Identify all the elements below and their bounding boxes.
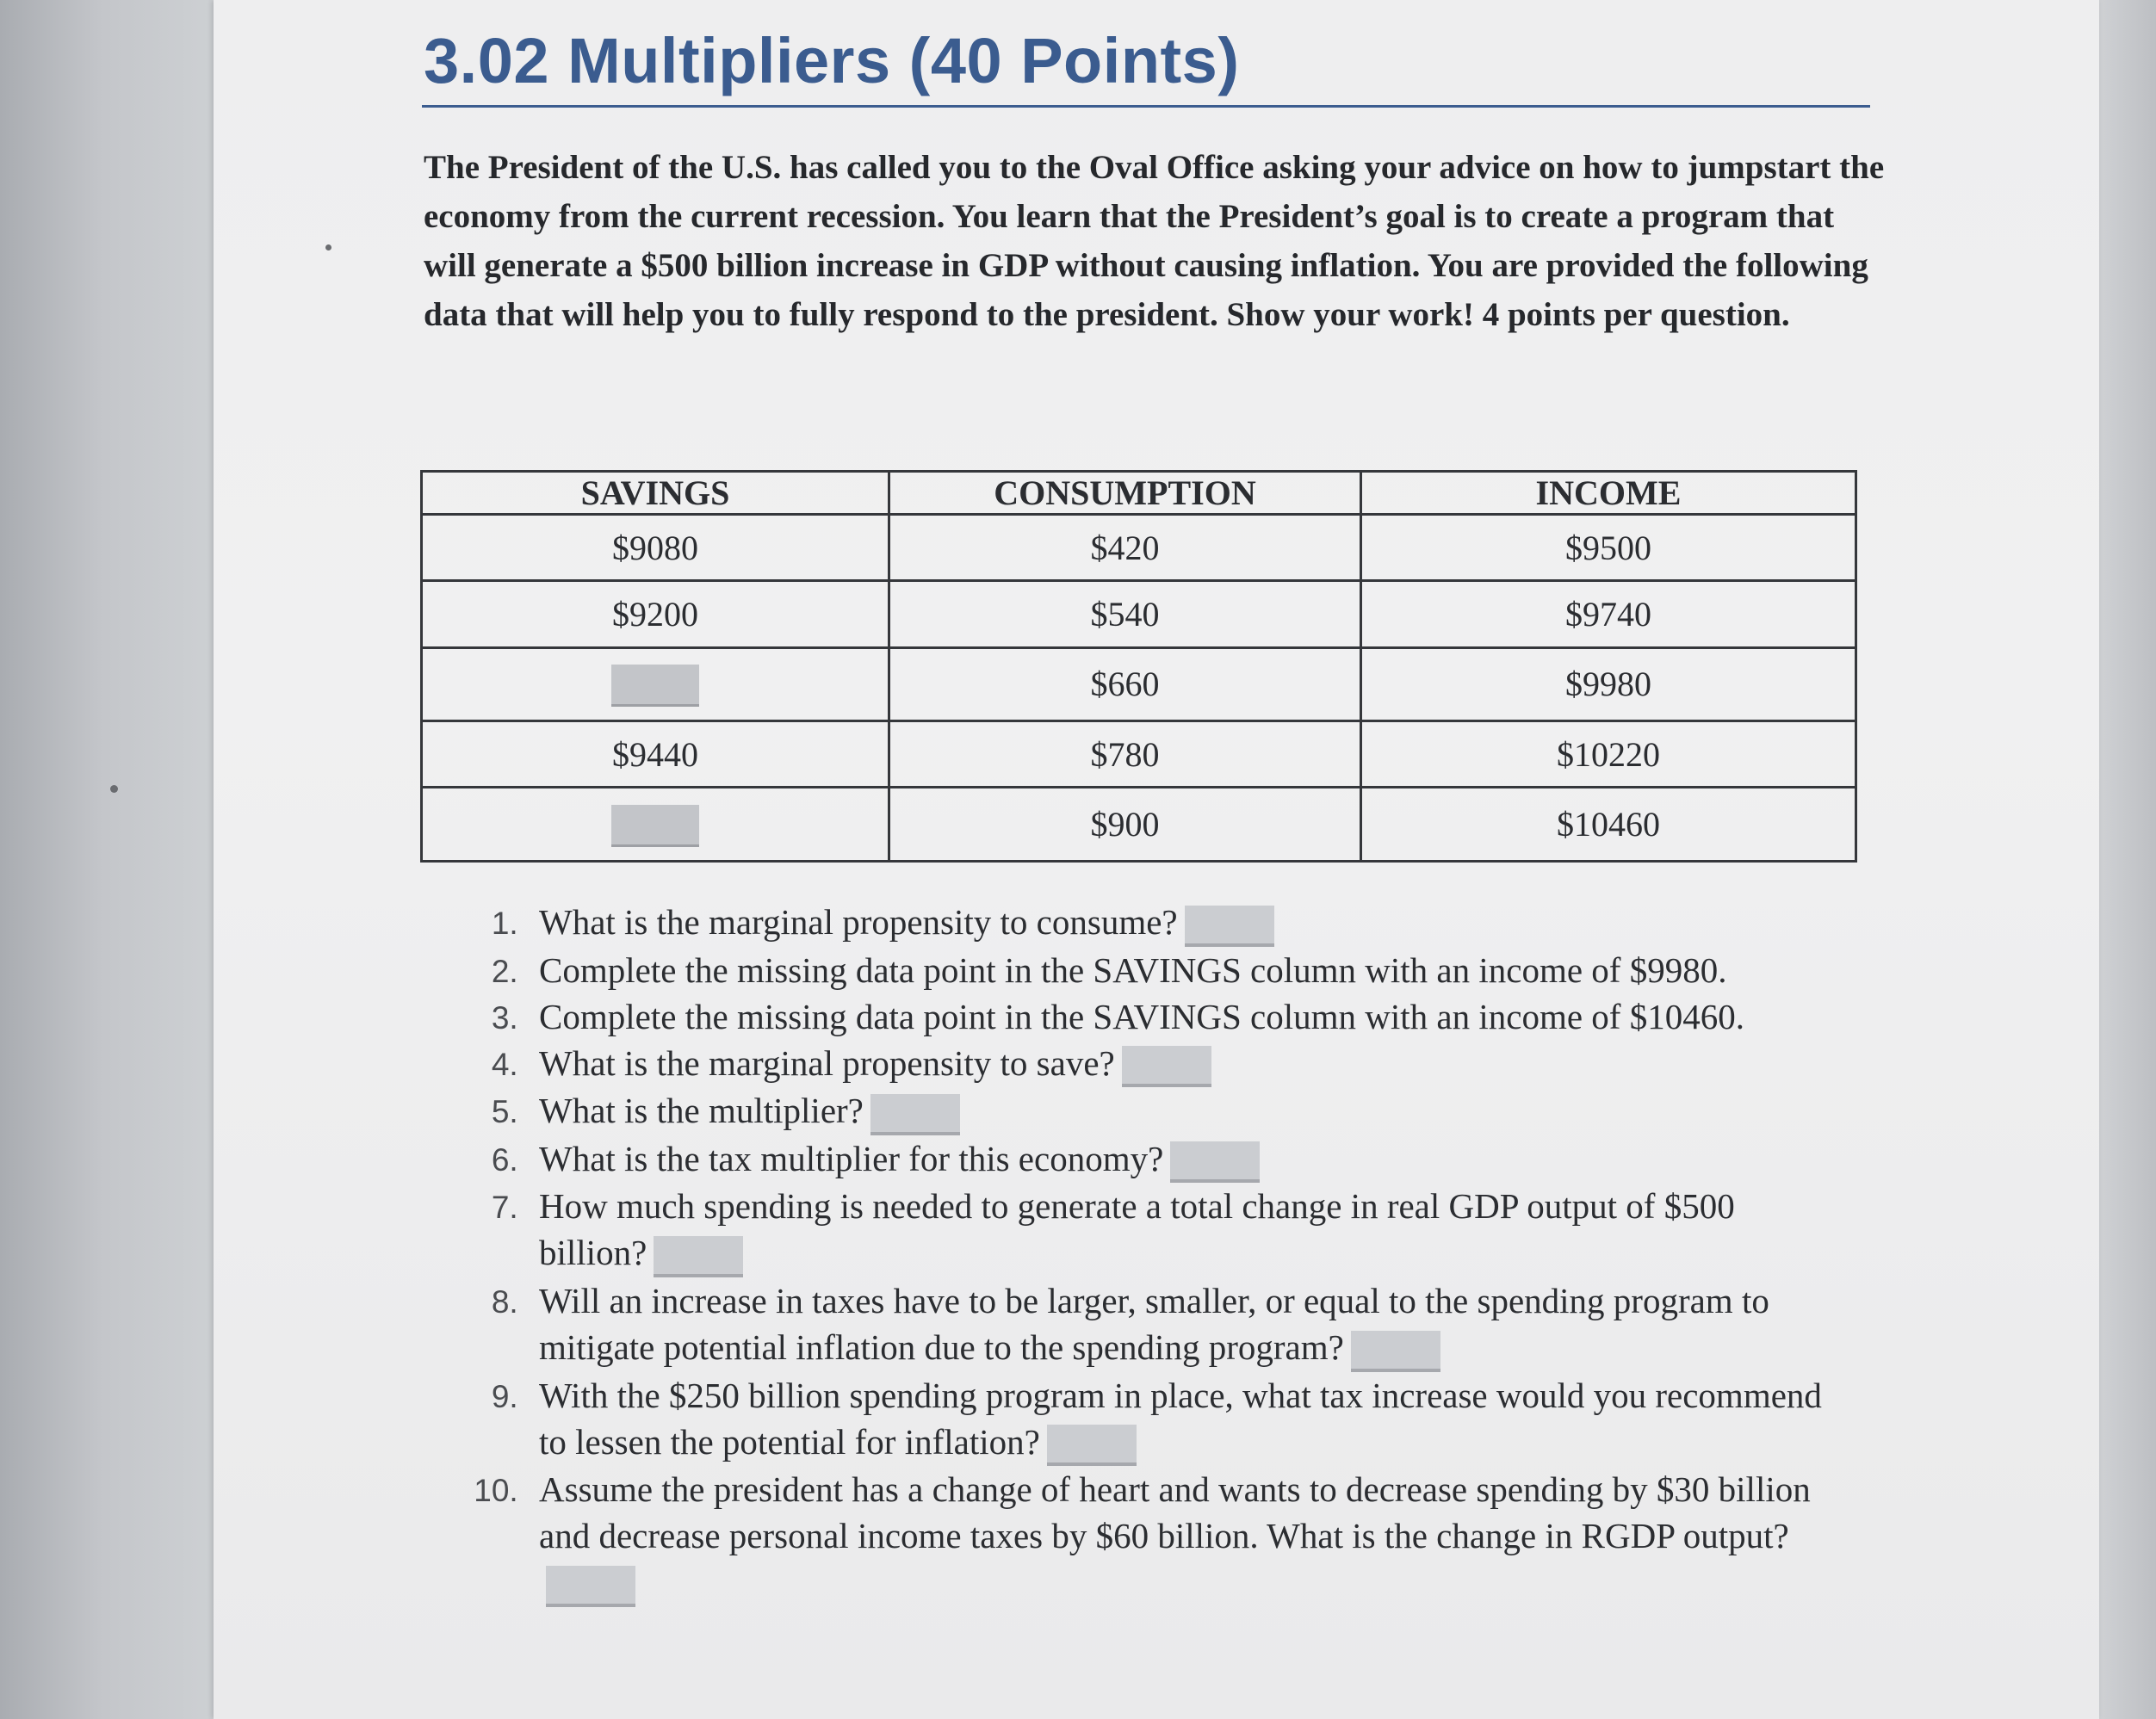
- income-cell: $9740: [1361, 581, 1856, 647]
- consumption-cell: $660: [889, 647, 1361, 721]
- table-row: [422, 721, 1856, 788]
- question-text: What is the tax multiplier for this economy?: [539, 1138, 1164, 1178]
- question-text: With the $250 billion spending program in place, what tax increase would you recommend to lessen the potential for inflation?: [539, 1375, 1822, 1462]
- table-row: [422, 788, 1856, 862]
- question-6: [527, 1135, 1836, 1184]
- question-9: [527, 1372, 1836, 1467]
- question-1: [527, 899, 1836, 947]
- question-2: [527, 947, 1836, 993]
- data-table: [420, 470, 1857, 863]
- question-3: [527, 993, 1836, 1040]
- question-text: How much spending is needed to generate a total change in real GDP output of $500 billion?: [539, 1186, 1735, 1273]
- header-savings: SAVINGS: [422, 472, 889, 515]
- savings-answer-field[interactable]: [611, 805, 699, 847]
- question-4: [527, 1040, 1836, 1088]
- speck: [325, 244, 331, 250]
- header-consumption: CONSUMPTION: [889, 472, 1361, 515]
- question-7: [527, 1183, 1836, 1277]
- consumption-cell: $780: [889, 721, 1361, 788]
- question-10: [527, 1466, 1836, 1607]
- income-cell: $10220: [1361, 721, 1856, 788]
- answer-field[interactable]: [1351, 1331, 1440, 1372]
- consumption-cell: $900: [889, 788, 1361, 862]
- question-text: Will an increase in taxes have to be larger, smaller, or equal to the spending program to mitigate potential inflation due to the spending program?: [539, 1280, 1769, 1367]
- table-header-row: [422, 472, 1856, 515]
- income-cell: $9980: [1361, 647, 1856, 721]
- intro-paragraph: The President of the U.S. has called you to the Oval Office asking your advice on how to jumpstart the economy from the current recession. You learn that the President’s goal is to create a program that will generate a $500 billion increase in GDP without causing inflation. You are provided the following data that will help you to fully respond to the president. Show your work! 4 points per question.: [424, 149, 1885, 333]
- question-text: Assume the president has a change of heart and wants to decrease spending by $30 billion and decrease personal income taxes by $60 billion. What is the change in RGDP output?: [539, 1469, 1811, 1556]
- background-right: [2099, 0, 2156, 1719]
- header-income: INCOME: [1361, 472, 1856, 515]
- question-5: [527, 1087, 1836, 1135]
- question-list: [517, 899, 1836, 1607]
- title-underline: [422, 105, 1870, 108]
- answer-field[interactable]: [546, 1566, 635, 1607]
- answer-field[interactable]: [1047, 1425, 1137, 1466]
- savings-cell: $9200: [422, 581, 889, 647]
- table-row: [422, 647, 1856, 721]
- question-text: What is the marginal propensity to consume?: [539, 902, 1178, 942]
- question-text: Complete the missing data point in the SAVINGS column with an income of $9980.: [539, 949, 1727, 990]
- question-8: [527, 1277, 1836, 1372]
- income-cell: $10460: [1361, 788, 1856, 862]
- page-title: 3.02 Multipliers (40 Points): [424, 25, 1240, 96]
- question-text: What is the marginal propensity to save?: [539, 1042, 1115, 1083]
- savings-cell: $9080: [422, 515, 889, 581]
- answer-field[interactable]: [870, 1094, 960, 1135]
- answer-field[interactable]: [654, 1236, 743, 1277]
- answer-field[interactable]: [1122, 1046, 1211, 1087]
- table-row: [422, 515, 1856, 581]
- speck: [110, 785, 118, 793]
- income-cell: $9500: [1361, 515, 1856, 581]
- savings-blank-cell[interactable]: [422, 788, 889, 862]
- answer-field[interactable]: [1170, 1141, 1260, 1183]
- savings-blank-cell[interactable]: [422, 647, 889, 721]
- question-text: What is the multiplier?: [539, 1091, 864, 1131]
- consumption-cell: $420: [889, 515, 1361, 581]
- savings-answer-field[interactable]: [611, 665, 699, 707]
- table-row: [422, 581, 1856, 647]
- question-text: Complete the missing data point in the SAVINGS column with an income of $10460.: [539, 996, 1744, 1036]
- consumption-cell: $540: [889, 581, 1361, 647]
- savings-cell: $9440: [422, 721, 889, 788]
- answer-field[interactable]: [1185, 906, 1274, 947]
